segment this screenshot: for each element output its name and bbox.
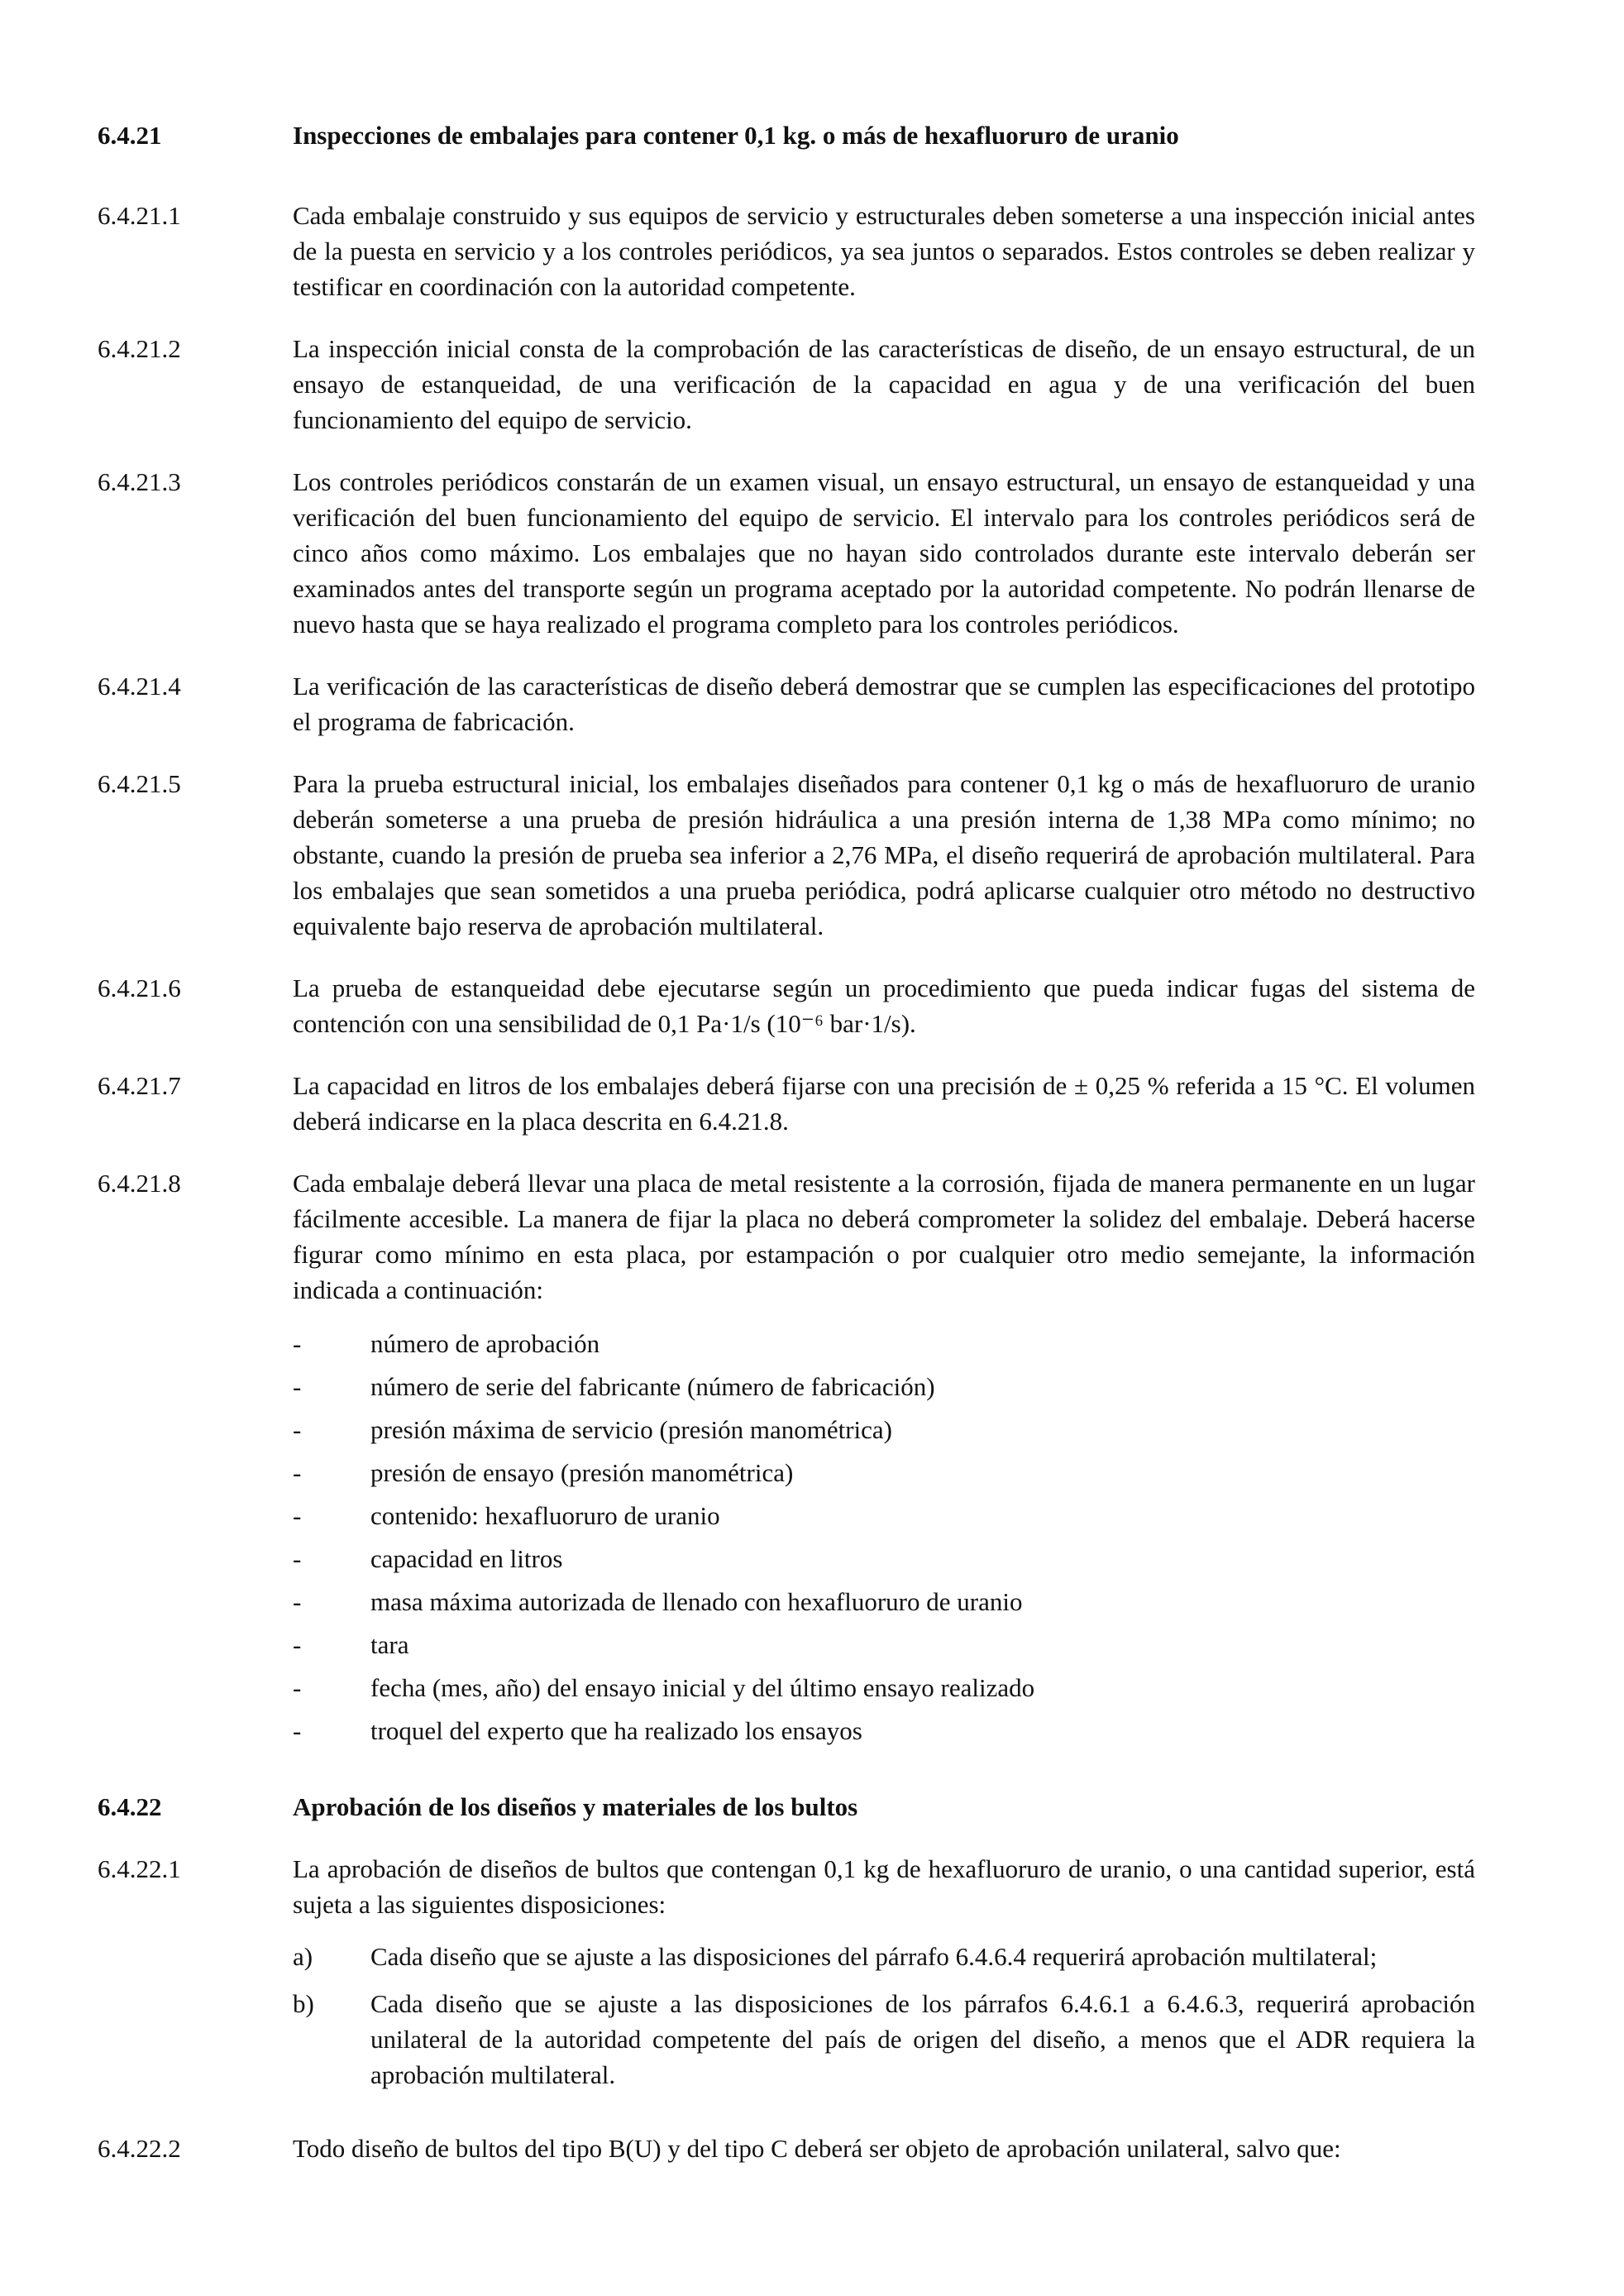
section-6-4-22-heading (98, 1789, 1475, 1825)
list-dash: - (293, 1587, 302, 1616)
list-marker: b) (293, 1989, 314, 2018)
paragraph-6-4-21-7 (98, 1068, 1475, 1139)
list-dash: - (293, 1329, 302, 1358)
list-item-text: presión máxima de servicio (presión manométrica) (370, 1415, 892, 1444)
paragraph-number: 6.4.21.1 (98, 201, 181, 230)
paragraph-text: La capacidad en litros de los embalajes deberá fijarse con una precisión de ± 0,25 % referida a 15 °C. El volumen deberá indicarse en la placa descrita en 6.4.21.8. (293, 1071, 1475, 1136)
list-item-text: masa máxima autorizada de llenado con hexafluoruro de uranio (370, 1587, 1023, 1616)
section-number: 6.4.22 (98, 1792, 162, 1821)
section-6-4-21-heading (98, 117, 1475, 153)
list-dash: - (293, 1544, 302, 1573)
list-item (293, 1326, 1475, 1361)
paragraph-6-4-22-1 (98, 1851, 1475, 2104)
list-dash: - (293, 1372, 302, 1401)
list-item-text: presión de ensayo (presión manométrica) (370, 1458, 794, 1487)
section-title: Inspecciones de embalajes para contener 0,1 kg. o más de hexafluoruro de uranio (293, 121, 1179, 150)
paragraph-6-4-22-2 (98, 2131, 1475, 2166)
list-item-text: contenido: hexafluoruro de uranio (370, 1501, 720, 1530)
paragraph-6-4-21-5 (98, 766, 1475, 944)
list-item-text: tara (370, 1630, 409, 1659)
list-item-text: número de aprobación (370, 1329, 600, 1358)
list-item-text: capacidad en litros (370, 1544, 563, 1573)
paragraph-text: Los controles periódicos constarán de un examen visual, un ensayo estructural, un ensayo de estanqueidad y una verificación del buen funcionamiento del equipo de servicio. El intervalo para los controles periódicos será de cinco años como máximo. Los embalajes que no hayan sido controlados durante este intervalo deberán ser examinados antes del transporte según un programa aceptado por la autoridad competente. No podrán llenarse de nuevo hasta que se haya realizado el programa completo para los controles periódicos. (293, 467, 1475, 639)
list-item (293, 1939, 1475, 1974)
paragraph-number: 6.4.21.2 (98, 334, 181, 363)
list-item-text: fecha (mes, año) del ensayo inicial y del último ensayo realizado (370, 1673, 1035, 1702)
paragraph-text: La verificación de las características de diseño deberá demostrar que se cumplen las especificaciones del prototipo el programa de fabricación. (293, 672, 1475, 736)
paragraph-text: La prueba de estanqueidad debe ejecutarse según un procedimiento que pueda indicar fugas del sistema de contención con una sensibilidad de 0,1 Pa·1/s (10⁻⁶ bar·1/s). (293, 973, 1475, 1038)
paragraph-6-4-21-4 (98, 668, 1475, 739)
list-dash: - (293, 1501, 302, 1530)
list-item-text: Cada diseño que se ajuste a las disposiciones de los párrafos 6.4.6.1 a 6.4.6.3, requerirá aprobación unilateral de la autoridad competente del país de origen del diseño, a menos que el ADR requiera la aprobación multilateral. (370, 1989, 1475, 2089)
plate-info-list (293, 1326, 1475, 1748)
list-dash: - (293, 1458, 302, 1487)
list-item (293, 1627, 1475, 1662)
paragraph-number: 6.4.21.6 (98, 973, 181, 1002)
paragraph-6-4-21-8 (98, 1165, 1475, 1756)
list-item-text: troquel del experto que ha realizado los ensayos (370, 1716, 862, 1745)
list-item (293, 1498, 1475, 1533)
paragraph-text: Cada embalaje deberá llevar una placa de metal resistente a la corrosión, fijada de manera permanente en un lugar fácilmente accesible. La manera de fijar la placa no deberá comprometer la solidez del embalaje. Deberá hacerse figurar como mínimo en esta placa, por estampación o por cualquier otro medio semejante, la información indicada a continuación: (293, 1169, 1475, 1304)
list-item-text: número de serie del fabricante (número de fabricación) (370, 1372, 935, 1401)
paragraph-body (293, 1851, 1475, 2104)
paragraph-text: La aprobación de diseños de bultos que contengan 0,1 kg de hexafluoruro de uranio, o una cantidad superior, está sujeta a las siguientes disposiciones: (293, 1854, 1475, 1919)
paragraph-number: 6.4.21.8 (98, 1169, 181, 1198)
paragraph-6-4-21-3 (98, 464, 1475, 642)
list-item (293, 1670, 1475, 1705)
paragraph-number: 6.4.21.3 (98, 467, 181, 496)
paragraph-number: 6.4.22.1 (98, 1854, 181, 1883)
paragraph-6-4-21-1 (98, 198, 1475, 304)
paragraph-text: Todo diseño de bultos del tipo B(U) y del tipo C deberá ser objeto de aprobación unilateral, salvo que: (293, 2134, 1341, 2163)
paragraph-number: 6.4.21.7 (98, 1071, 181, 1100)
list-item-text: Cada diseño que se ajuste a las disposiciones del párrafo 6.4.6.4 requerirá aprobación multilateral; (370, 1942, 1378, 1971)
paragraph-6-4-21-2 (98, 331, 1475, 438)
list-dash: - (293, 1630, 302, 1659)
lettered-list (293, 1939, 1475, 2093)
list-marker: a) (293, 1942, 313, 1971)
paragraph-text: Para la prueba estructural inicial, los embalajes diseñados para contener 0,1 kg o más de hexafluoruro de uranio deberán someterse a una prueba de presión hidráulica a una presión interna de 1,38 MPa como mínimo; no obstante, cuando la presión de prueba sea inferior a 2,76 MPa, el diseño requerirá de aprobación multilateral. Para los embalajes que sean sometidos a una prueba periódica, podrá aplicarse cualquier otro método no destructivo equivalente bajo reserva de aprobación multilateral. (293, 769, 1475, 940)
paragraph-text: La inspección inicial consta de la comprobación de las características de diseño, de un ensayo estructural, de un ensayo de estanqueidad, de una verificación de la capacidad en agua y de una verificación del buen funcionamiento del equipo de servicio. (293, 334, 1475, 434)
paragraph-body (293, 1165, 1475, 1756)
section-title: Aprobación de los diseños y materiales de los bultos (293, 1792, 858, 1821)
list-item (293, 1986, 1475, 2093)
section-number: 6.4.21 (98, 121, 162, 150)
list-item (293, 1584, 1475, 1619)
list-item (293, 1713, 1475, 1748)
list-dash: - (293, 1716, 302, 1745)
list-dash: - (293, 1673, 302, 1702)
list-dash: - (293, 1415, 302, 1444)
paragraph-text: Cada embalaje construido y sus equipos de servicio y estructurales deben someterse a una inspección inicial antes de la puesta en servicio y a los controles periódicos, ya sea juntos o separados. Estos controles se deben realizar y testificar en coordinación con la autoridad competente. (293, 201, 1475, 301)
paragraph-number: 6.4.22.2 (98, 2134, 181, 2163)
list-item (293, 1369, 1475, 1404)
paragraph-number: 6.4.21.4 (98, 672, 181, 701)
list-item (293, 1412, 1475, 1447)
list-item (293, 1455, 1475, 1490)
list-item (293, 1541, 1475, 1576)
paragraph-6-4-21-6 (98, 970, 1475, 1041)
paragraph-number: 6.4.21.5 (98, 769, 181, 798)
